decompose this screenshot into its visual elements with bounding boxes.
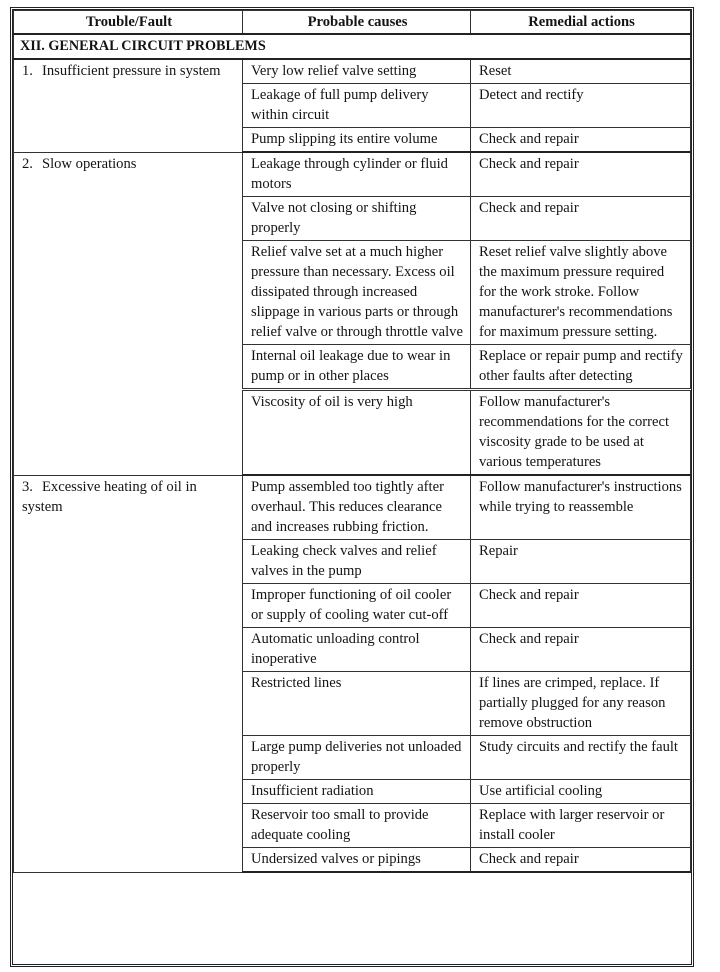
- header-causes: Probable causes: [243, 11, 471, 35]
- remedy-cell: Study circuits and rectify the fault: [471, 736, 691, 780]
- table-row: [14, 152, 691, 197]
- remedy-cell: Check and repair: [471, 197, 691, 241]
- remedy-cell: Reset relief valve slightly above the maximum pressure required for the work stroke. Follow manufacturer's recommendations for maximum pressure setting.: [471, 241, 691, 345]
- section-row: [14, 34, 691, 59]
- table-row: [14, 59, 691, 84]
- header-fault: Trouble/Fault: [14, 11, 243, 35]
- fault-cell: [14, 475, 243, 872]
- header-row: [14, 11, 691, 35]
- table-body: [14, 34, 691, 872]
- cause-cell: Valve not closing or shifting properly: [243, 197, 471, 241]
- remedy-cell: If lines are crimped, replace. If partially plugged for any reason remove obstruction: [471, 672, 691, 736]
- cause-cell: Automatic unloading control inoperative: [243, 628, 471, 672]
- remedy-cell: Check and repair: [471, 848, 691, 873]
- remedy-cell: Detect and rectify: [471, 84, 691, 128]
- fault-number: 1.: [22, 63, 33, 79]
- remedy-cell: Replace with larger reservoir or install cooler: [471, 804, 691, 848]
- fault-number: 3.: [22, 478, 33, 495]
- fault-title: Slow operations: [42, 155, 137, 172]
- remedy-cell: Repair: [471, 540, 691, 584]
- remedy-cell: Follow manufacturer's recommendations for the correct viscosity grade to be used at various temperatures: [471, 390, 691, 476]
- troubleshooting-table: [13, 10, 691, 873]
- cause-cell: Leakage through cylinder or fluid motors: [243, 152, 471, 197]
- remedy-cell: Check and repair: [471, 628, 691, 672]
- cause-cell: Relief valve set at a much higher pressure than necessary. Excess oil dissipated through increased slippage in various parts or through relief valve or through throttle valve: [243, 241, 471, 345]
- cause-cell: Leakage of full pump delivery within circuit: [243, 84, 471, 128]
- troubleshooting-page: [10, 7, 694, 967]
- cause-cell: Undersized valves or pipings: [243, 848, 471, 873]
- fault-number: 2.: [22, 155, 33, 172]
- cause-cell: Very low relief valve setting: [243, 59, 471, 84]
- remedy-cell: Check and repair: [471, 584, 691, 628]
- remedy-cell: Follow manufacturer's instructions while trying to reassemble: [471, 475, 691, 540]
- remedy-cell: Check and repair: [471, 128, 691, 153]
- remedy-cell: Use artificial cooling: [471, 780, 691, 804]
- cause-cell: Reservoir too small to provide adequate cooling: [243, 804, 471, 848]
- section-title: XII. GENERAL CIRCUIT PROBLEMS: [14, 34, 691, 59]
- cause-cell: Improper functioning of oil cooler or supply of cooling water cut-off: [243, 584, 471, 628]
- cause-cell: Leaking check valves and relief valves in the pump: [243, 540, 471, 584]
- header-remedies: Remedial actions: [471, 11, 691, 35]
- cause-cell: Pump assembled too tightly after overhaul. This reduces clearance and increases rubbing friction.: [243, 475, 471, 540]
- remedy-cell: Check and repair: [471, 152, 691, 197]
- cause-cell: Pump slipping its entire volume: [243, 128, 471, 153]
- fault-title: Excessive heating of oil in system: [22, 478, 197, 515]
- cause-cell: Large pump deliveries not unloaded properly: [243, 736, 471, 780]
- cause-cell: Restricted lines: [243, 672, 471, 736]
- cause-cell: Insufficient radiation: [243, 780, 471, 804]
- remedy-cell: Reset: [471, 59, 691, 84]
- remedy-cell: Replace or repair pump and rectify other faults after detecting: [471, 345, 691, 390]
- fault-title: Insufficient pressure in system: [42, 63, 221, 79]
- table-header: [14, 11, 691, 35]
- cause-cell: Internal oil leakage due to wear in pump or in other places: [243, 345, 471, 390]
- cause-cell: Viscosity of oil is very high: [243, 390, 471, 476]
- fault-cell: [14, 59, 243, 152]
- fault-cell: [14, 152, 243, 475]
- table-row: [14, 475, 691, 540]
